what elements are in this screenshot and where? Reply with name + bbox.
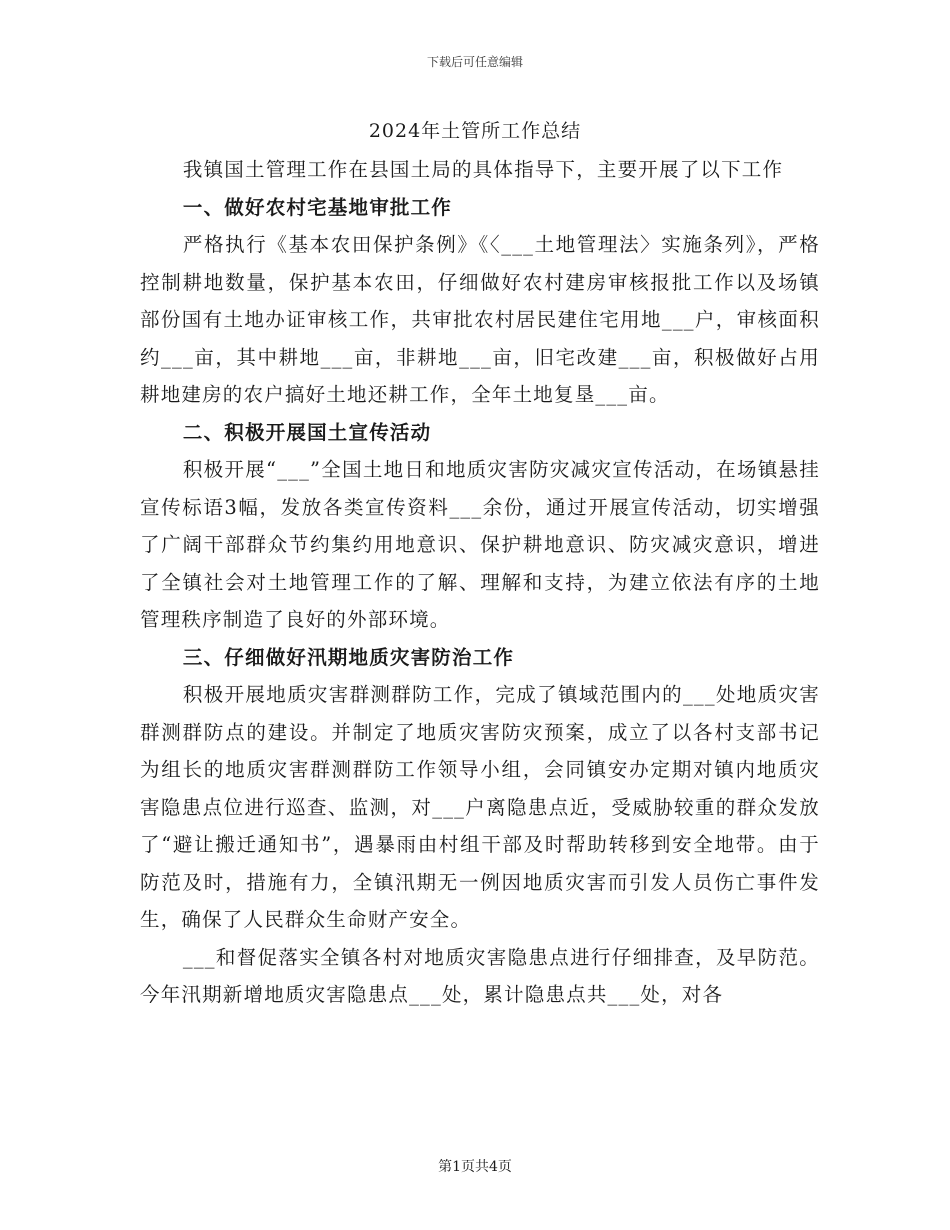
section-3-paragraph-2: ___和督促落实全镇各村对地质灾害隐患点进行仔细排查，及早防范。今年汛期新增地质灾害隐患点___处，累计隐患点共___处，对各 [140, 945, 820, 1006]
document-body [140, 151, 820, 1014]
page-number: 第1页共4页 [438, 1159, 512, 1175]
header-note: 下载后可任意编辑 [426, 55, 523, 69]
section-1-paragraph-1: 严格执行《基本农田保护条例》《〈___土地管理法〉实施条列》，严格控制耕地数量，保护基本农田，仔细做好农村建房审核报批工作以及场镇部份国有土地办证审核工作，共审批农村居民建住宅用地___户，审核面积约___亩，其中耕地___亩，非耕地___亩，旧宅改建___亩，积极做好占用耕地建房的农户搞好土地还耕工作，全年土地复垦___亩。 [140, 233, 820, 406]
intro-paragraph: 我镇国土管理工作在县国土局的具体指导下，主要开展了以下工作 [182, 158, 784, 181]
section-3-paragraph-1: 积极开展地质灾害群测群防工作，完成了镇域范围内的___处地质灾害群测群防点的建设。并制定了地质灾害防灾预案，成立了以各村支部书记为组长的地质灾害群测群防工作领导小组，会同镇安办定期对镇内地质灾害隐患点位进行巡查、监测，对___户离隐患点近，受威胁较重的群众发放了“避让搬迁通知书”，遇暴雨由村组干部及时帮助转移到安全地带。由于防范及时，措施有力，全镇汛期无一例因地质灾害而引发人员伤亡事件发生，确保了人民群众生命财产安全。 [140, 683, 820, 931]
section-2-paragraph-1: 积极开展“___”全国土地日和地质灾害防灾减灾宣传活动，在场镇悬挂宣传标语3幅，发放各类宣传资料___余份，通过开展宣传活动，切实增强了广阔干部群众节约集约用地意识、保护耕地意识、防灾减灾意识，增进了全镇社会对土地管理工作的了解、理解和支持，为建立依法有序的土地管理秩序制造了良好的外部环境。 [140, 458, 820, 631]
section-heading-2: 二、积极开展国土宣传活动 [182, 420, 432, 444]
section-heading-1: 一、做好农村宅基地审批工作 [182, 195, 452, 219]
document-title: 2024年土管所工作总结 [368, 120, 582, 142]
section-heading-3: 三、仔细做好汛期地质灾害防治工作 [182, 645, 515, 669]
